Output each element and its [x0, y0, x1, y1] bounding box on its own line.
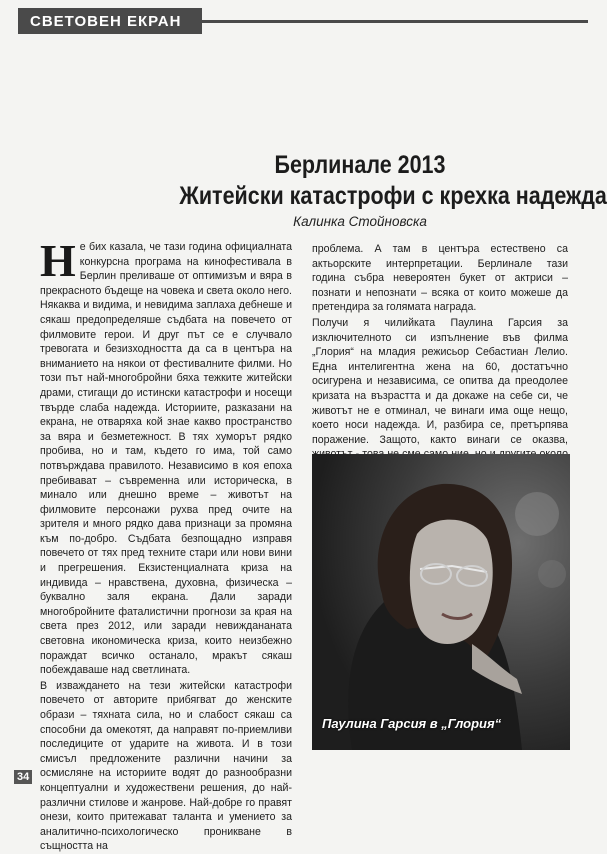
article-photo	[312, 454, 570, 750]
portrait-illustration	[312, 454, 570, 750]
paragraph: В изваждането на тези житейски катастрофи повечето от авторите прибягват до женските образи – тяхната сила, но и слабост сякаш са способни да омекотят, да направят по-приемливи последиците от ударите на живота. И в този смисъл предложените различни начини за осмисляне на историите водят до разнообразни концептуални и художествени решения, до най-различни стилове и жанрове. Най-добре го правят онези, които притежават таланта и умението за аналитично-психологическо проникване в същността на	[40, 679, 292, 853]
article-author: Калинка Стойновска	[293, 214, 427, 229]
paragraph: проблема. А там в центъра естествено са актьорските интерпретации. Берлинале тази година събра невероятен букет от актриси – познати и непознати – всяка от които можеше да претендира за голямата награда.	[312, 243, 568, 314]
paragraph: Получи я чилийката Паулина Гарсия за изключителното си изпълнение във филма „Глория“ на младия режисьор Себастиан Лелио. Една интелигентна жена на 60, достатъчно осигурена и независима, се опитва да преодолее кризата на възрастта и да докаже на себе си, че животът не е отминал, че винаги има още нещо, което носи надежда. И, разбира се, претърпява поражение. Защото, както винаги се оказва,	[312, 316, 568, 446]
article-title-block	[150, 150, 607, 229]
page-number: 34	[14, 770, 32, 784]
paragraph-text: е бих казала, че тази година официалната конкурсна програма на кинофестивала в Берлин преливаше от оптимизъм и вяра в прекрасното бъдеще на човека и света около него. Някаква и видима, и невидима заплаха дебнеше и сякаш предопределяше съдбата на повечето от филмовите герои. И друг път се е случвало тревогата и безизходността да са в центъра на вниманието на някои от фестивалните филми. Но този път най-многобройни бяха тежките житейски драми, стигащи до истински катастрофи и носещи твърде слаба надежда. Историите, разказани на екрана, не отваряха кой знае какво пространство за вяра и безметежност. В тях хуморът рядко пробива, но и там, където го има, той само потвърждава правилото. Независимо в коя епоха пребивават – съвременна или историческа, в минало или днешно време – животът на филмовите персонажи рухва пред очите на зрителя и много рядко дава признаци за промяна към по-добро. Съдбата безпощадно изправя повечето от тях пред техните стари или нови вини и прегрешения. Екзистенциалната криза на индивида – нравствена, духовна, физическа – буквално заля екрана. Дали заради многобройните фаталистични прогнози за края на света през 2012, или заради невиждананата световна икономическа криза, които неизбежно пораждат всичко останало, мракът сякаш побеждаваше над светлината.	[40, 241, 292, 677]
article-column-right	[312, 242, 568, 448]
article-title-line-1: Берлинале 2013	[274, 151, 446, 179]
article-title-line-2: Житейски катастрофи с крехка надежда	[179, 182, 607, 210]
drop-cap: Н	[40, 235, 76, 286]
paragraph	[40, 235, 292, 678]
article-column-left	[40, 235, 292, 853]
section-rule	[202, 20, 588, 23]
photo-caption: Паулина Гарсия в „Глория“	[322, 716, 502, 731]
section-label: СВЕТОВЕН ЕКРАН	[18, 8, 202, 34]
